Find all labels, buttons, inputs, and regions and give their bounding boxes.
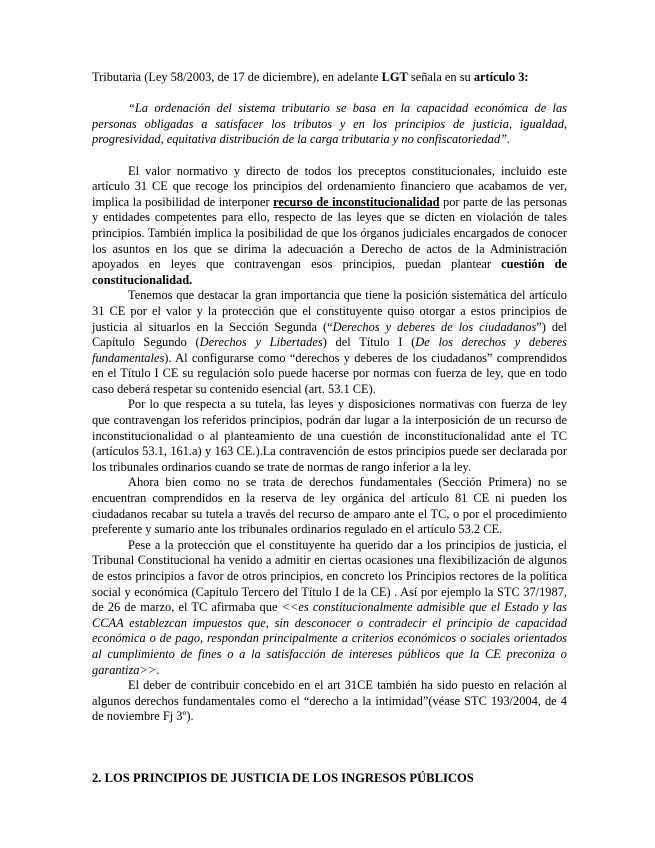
p4-text-b: ”) del Capítulo Segundo ( (92, 319, 567, 350)
p4-text-d: ). Al configurarse como “derechos y deberes de los ciudadanos” comprendidos en el Título I CE su regulación solo puede hacerse por normas con fuerza de ley, que en todo caso deberá respetar su contenido esencial (art. 53.1 CE). (92, 350, 567, 396)
paragraph-tutela: Por lo que respecta a su tutela, las leyes y disposiciones normativas con fuerza de ley que contravengan los referidos principios, podrán dar lugar a la interposición de un recurso de inconstitucionalidad o al planteamiento de una cuestión de inconstitucionalidad ante el TC (artículos 53.1, 161.a) y 163 CE.).La contravención de estos principios puede ser declarada por los tribunales ordinarios cuando se trate de normas de rango inferior a la ley. (92, 397, 567, 474)
intro-paragraph (92, 70, 567, 86)
paragraph-duty-contribute: El deber de contribuir concebido en el art 31CE también ha sido puesto en relación al algunos derechos fundamentales como el “derecho a la intimidad”(véase STC 193/2004, de 4 de noviembre Fj 3º). (92, 678, 567, 724)
stc-quote: <<es constitucionalmente admisible que el Estado y las CCAA establezcan impuestos que, sin desconocer o contradecir el principio de capacidad económica o de pago, respondan principalmente a criterios económicos o sociales orientados al cumplimiento de fines o a la satisfacción de intereses públicos que la CE preconiza o garantiza>> (92, 600, 567, 677)
article-3-term: artículo 3: (473, 70, 529, 84)
intro-text-2: señala en su (407, 70, 474, 84)
p4-italic-1: Derechos y deberes de los ciudadanos (332, 319, 537, 334)
recurso-inconstitucionalidad-term: recurso de inconstitucionalidad (273, 194, 440, 209)
p7-text-b: . (156, 662, 160, 677)
p4-text-a: Tenemos que destacar la gran importancia que tiene la posición sistemática del artículo 31 CE por el valor y la protección que el constituyente quiso otorgar a estos principios de justicia al situarlos en la Sección Segunda (“ (92, 288, 567, 334)
p3-text-a: El valor normativo y directo de todos los preceptos constitucionales, incluido este artículo 31 CE que recoge los principios del ordenamiento financiero que acabamos de ver, implica la posibilidad de interponer (92, 163, 567, 209)
paragraph-normative-value (92, 164, 567, 289)
paragraph-systematic-position (92, 288, 567, 397)
p3-text-b: por parte de las personas y entidades competentes para ello, respecto de las leyes que se dicten en violación de tales principios. También implica la posibilidad de que los órganos judiciales encargados de conocer los asuntos en los que se dirima la adecuación a Derecho de actos de la Administración apoyados en leyes que contravengan esos principios, puedan plantear (92, 194, 567, 272)
lgt-term: LGT (381, 70, 408, 84)
p7-text-a: Pese a la protección que el constituyente ha querido dar a los principios de justicia, el Tribunal Constitucional ha venido a admitir en ciertas ocasiones una flexibilización de algunos de estos principios a favor de otros principios, en concreto los Principios rectores de la política social y económica (Capítulo Tercero del Título I de la CE) . Así por ejemplo la STC 37/1987, de 26 de marzo, el TC afirmaba que (92, 537, 567, 615)
p4-text-c: ) del Título I ( (322, 335, 416, 350)
section-heading: 2. LOS PRINCIPIOS DE JUSTICIA DE LOS INGRESOS PÚBLICOS (92, 770, 474, 785)
cuestion-constitucionalidad-term: cuestión de constitucionalidad. (92, 257, 567, 287)
p4-italic-3: De los derechos y deberes fundamentales (92, 335, 567, 365)
paragraph-flexibilization (92, 538, 567, 678)
article-3-quote: “La ordenación del sistema tributario se basa en la capacidad económica de las personas obligadas a satisfacer los tributos y en los principios de justicia, igualdad, progresividad, equitativa distribución de la carga tributaria y no confiscatoriedad”. (92, 101, 567, 147)
intro-text: Tributaria (Ley 58/2003, de 17 de diciembre), en adelante (92, 70, 382, 84)
p4-italic-2: Derechos y Libertades (199, 335, 323, 350)
paragraph-fundamental-rights: Ahora bien como no se trata de derechos fundamentales (Sección Primera) no se encuentran comprendidos en la reserva de ley orgánica del artículo 81 CE ni pueden los ciudadanos recabar su tutela a través del recurso de amparo ante el TC, o por el procedimiento preferente y sumario ante los tribunales ordinarios regulado en el artículo 53.2 CE. (92, 475, 567, 537)
